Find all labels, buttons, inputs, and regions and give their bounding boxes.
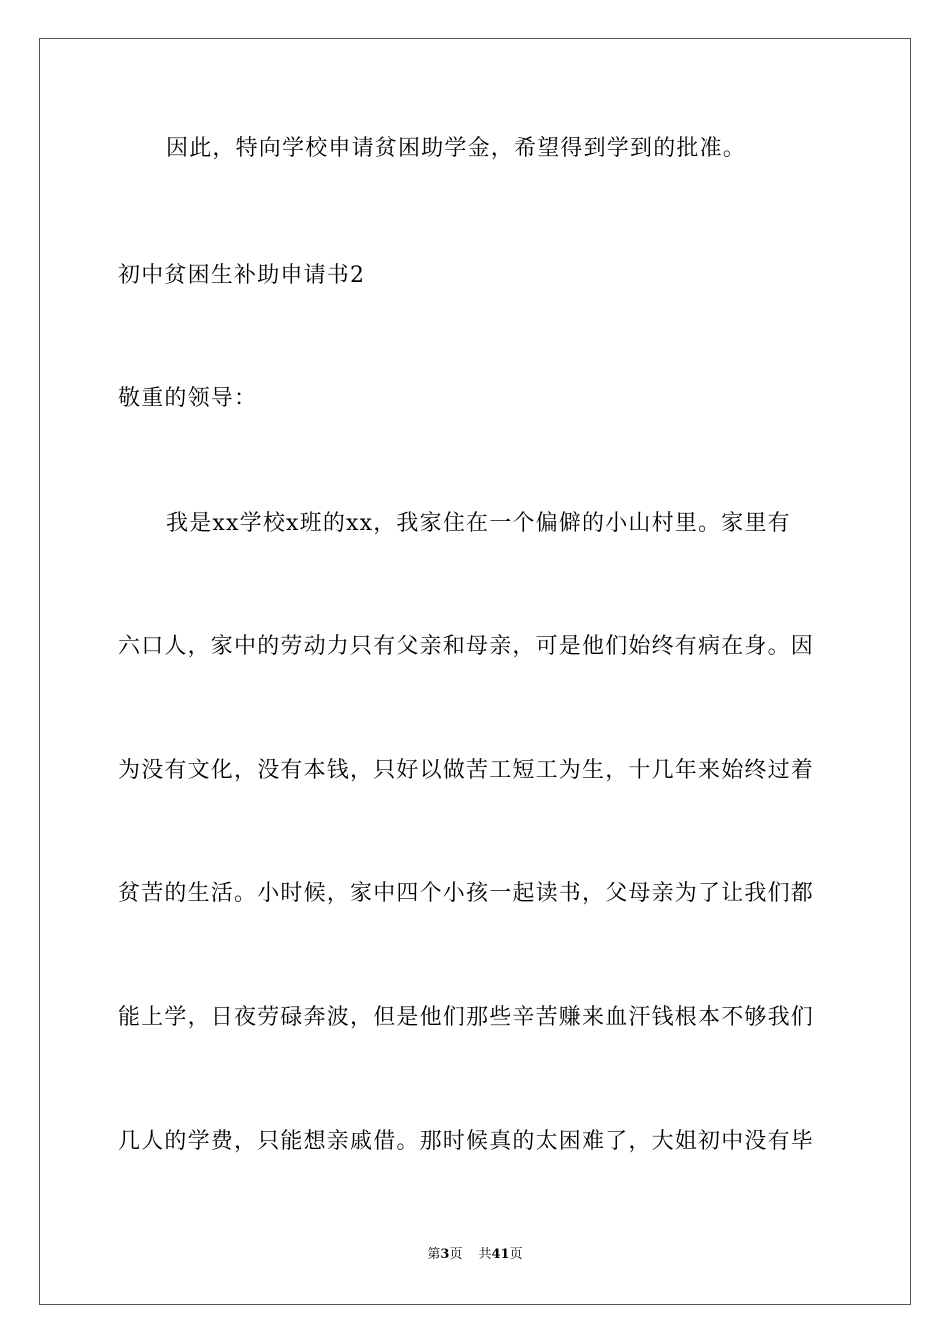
paragraph-text: 因此，特向学校申请贫困助学金，希望得到学到的批准。: [166, 136, 747, 161]
body-line: 贫苦的生活。小时候，家中四个小孩一起读书，父母亲为了让我们都: [118, 881, 815, 906]
page-border: [39, 38, 911, 1305]
body-line: 能上学，日夜劳碌奔波，但是他们那些辛苦赚来血汗钱根本不够我们: [118, 1005, 815, 1030]
body-line: 六口人，家中的劳动力只有父亲和母亲，可是他们始终有病在身。因: [118, 634, 815, 659]
total-prefix: 共: [478, 1247, 492, 1262]
total-suffix: 页: [509, 1247, 523, 1262]
total-pages: 41: [491, 1247, 510, 1262]
body-line: 为没有文化，没有本钱，只好以做苦工短工为生，十几年来始终过着: [118, 758, 815, 783]
body-line: 我是xx学校x班的xx，我家住在一个偏僻的小山村里。家里有: [166, 511, 791, 536]
page-prefix: 第: [427, 1247, 441, 1262]
page-footer: [0, 1246, 950, 1264]
section-heading: 初中贫困生补助申请书2: [118, 263, 366, 288]
body-line: 几人的学费，只能想亲戚借。那时候真的太困难了，大姐初中没有毕: [118, 1129, 815, 1154]
page-suffix: 页: [449, 1247, 463, 1262]
salutation: 敬重的领导：: [118, 386, 258, 411]
page-number: 3: [440, 1247, 450, 1262]
